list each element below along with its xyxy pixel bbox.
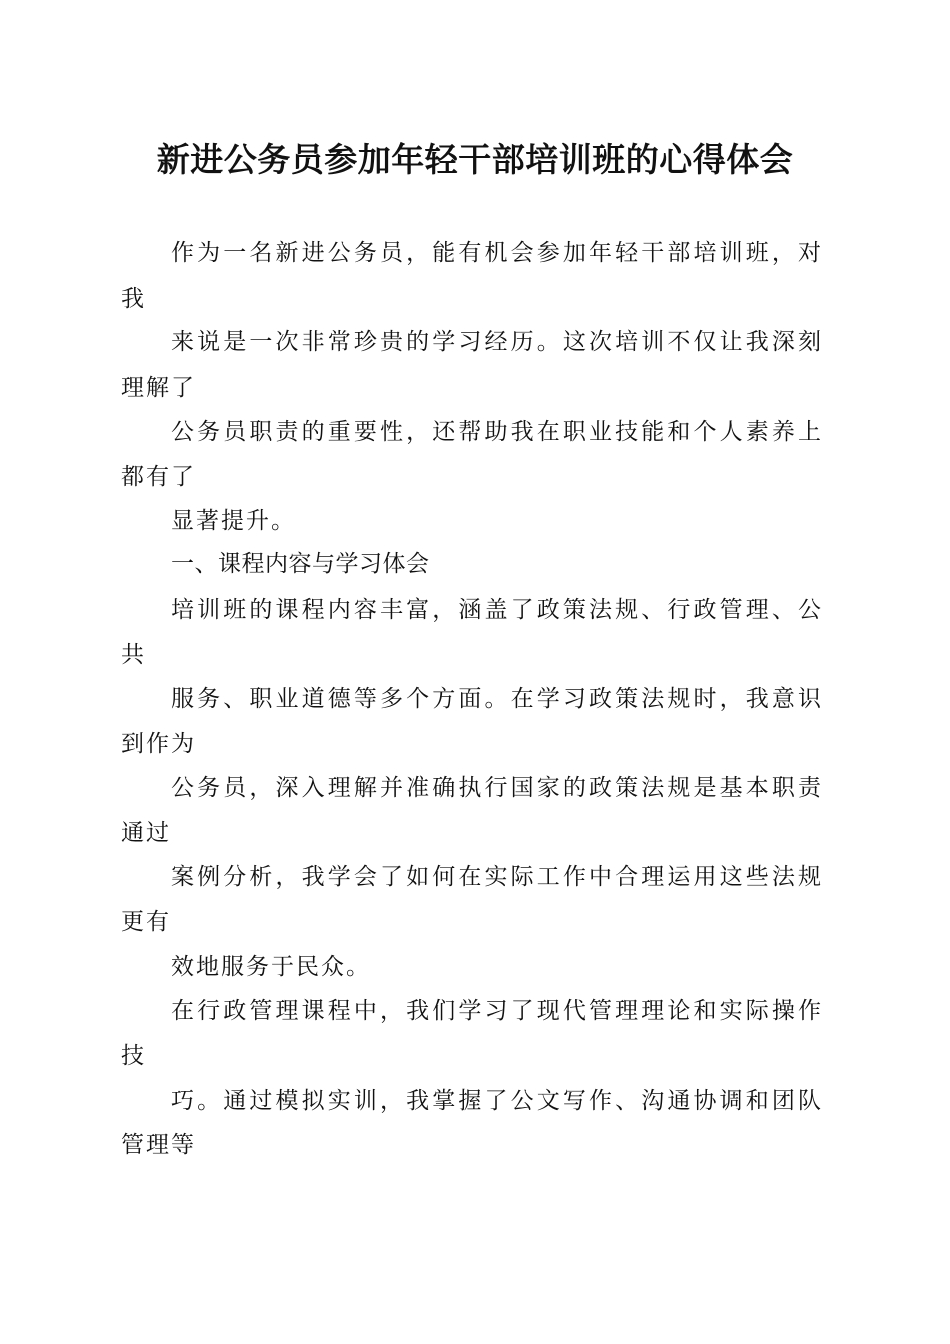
paragraph-line: 在行政管理课程中，我们学习了现代管理理论和实际操作 xyxy=(171,998,821,1024)
paragraph-line: 公务员职责的重要性，还帮助我在职业技能和个人素养上 xyxy=(171,419,821,445)
paragraph-line: 管理等 xyxy=(121,1132,196,1158)
paragraph-line: 培训班的课程内容丰富，涵盖了政策法规、行政管理、公 xyxy=(171,597,821,623)
paragraph-line: 到作为 xyxy=(121,731,196,757)
section-heading: 一、课程内容与学习体会 xyxy=(171,551,430,577)
paragraph-line: 共 xyxy=(121,642,146,668)
paragraph-line: 巧。通过模拟实训，我掌握了公文写作、沟通协调和团队 xyxy=(171,1088,821,1114)
paragraph-line: 更有 xyxy=(121,909,171,935)
paragraph-line: 作为一名新进公务员，能有机会参加年轻干部培训班，对 xyxy=(171,240,821,266)
paragraph-line: 通过 xyxy=(121,820,171,846)
paragraph-line: 效地服务于民众。 xyxy=(171,954,371,980)
paragraph-line: 公务员，深入理解并准确执行国家的政策法规是基本职责 xyxy=(171,775,821,801)
paragraph-line: 理解了 xyxy=(121,375,196,401)
paragraph-line: 来说是一次非常珍贵的学习经历。这次培训不仅让我深刻 xyxy=(171,329,821,355)
paragraph-line: 显著提升。 xyxy=(171,508,296,534)
paragraph-line: 技 xyxy=(121,1043,146,1069)
paragraph-line: 我 xyxy=(121,286,146,312)
document-title: 新进公务员参加年轻干部培训班的心得体会 xyxy=(156,140,794,179)
paragraph-line: 案例分析，我学会了如何在实际工作中合理运用这些法规 xyxy=(171,864,821,890)
paragraph-line: 都有了 xyxy=(121,464,196,490)
paragraph-line: 服务、职业道德等多个方面。在学习政策法规时，我意识 xyxy=(171,686,821,712)
